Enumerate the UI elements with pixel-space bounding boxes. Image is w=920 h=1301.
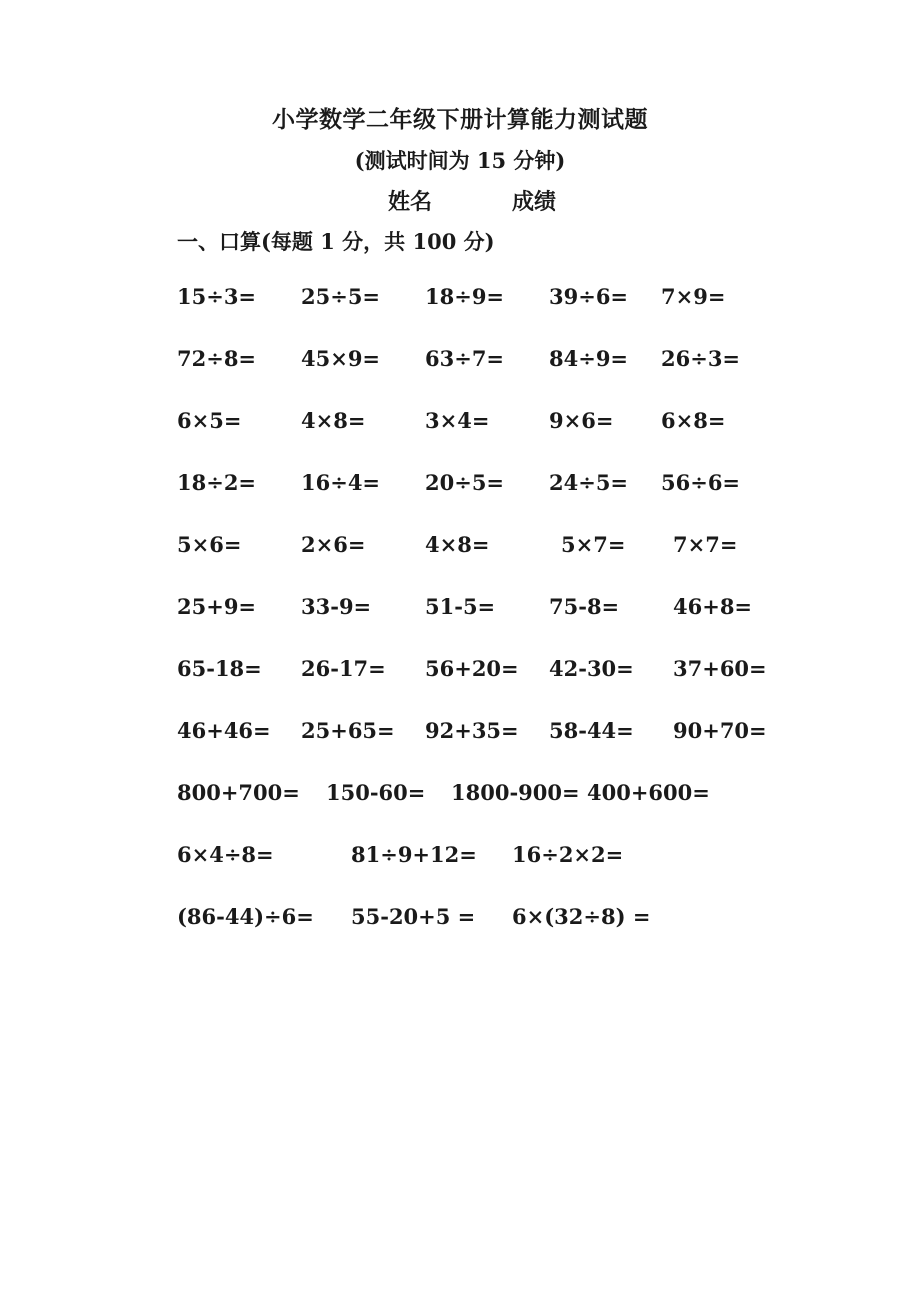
problem-item: 90+70= (673, 718, 767, 743)
problem-item: 75-8= (549, 594, 620, 619)
problem-item: 800+700= (177, 780, 300, 805)
problem-item: 51-5= (425, 594, 496, 619)
problem-item: 5×7= (561, 532, 626, 557)
page-title: 小学数学二年级下册计算能力测试题 (272, 106, 648, 133)
problem-item: 16÷2×2= (512, 842, 624, 867)
problem-item: 4×8= (425, 532, 490, 557)
problem-item: 56+20= (425, 656, 519, 681)
problem-item: 7×7= (673, 532, 738, 557)
problem-item: 81÷9+12= (351, 842, 477, 867)
problem-item: 24÷5= (549, 470, 629, 495)
problem-item: 37+60= (673, 656, 767, 681)
problem-item: 9×6= (549, 408, 614, 433)
problem-item: 46+46= (177, 718, 271, 743)
problem-item: 39÷6= (549, 284, 629, 309)
problem-item: 7×9= (661, 284, 726, 309)
score-label: 成绩 (512, 189, 557, 215)
problem-item: 150-60= (326, 780, 426, 805)
problem-item: 63÷7= (425, 346, 505, 371)
section-title: 一、口算(每题 1 分，共 100 分) (177, 229, 495, 254)
problem-item: 25+65= (301, 718, 395, 743)
problem-item: 2×6= (301, 532, 366, 557)
problem-item: 400+600= (587, 780, 710, 805)
problem-item: 25+9= (177, 594, 257, 619)
problem-item: 6×(32÷8) = (512, 904, 651, 929)
problem-item: 4×8= (301, 408, 366, 433)
page-subtitle: (测试时间为 15 分钟) (354, 148, 566, 173)
problem-item: (86-44)÷6= (177, 904, 314, 929)
problem-item: 55-20+5 = (351, 904, 476, 929)
problem-item: 92+35= (425, 718, 519, 743)
problem-item: 45×9= (301, 346, 381, 371)
problem-item: 26-17= (301, 656, 386, 681)
problem-item: 72÷8= (177, 346, 257, 371)
problem-item: 25÷5= (301, 284, 381, 309)
problem-item: 18÷9= (425, 284, 505, 309)
problem-item: 6×5= (177, 408, 242, 433)
problem-item: 56÷6= (661, 470, 741, 495)
problem-item: 6×4÷8= (177, 842, 274, 867)
problem-item: 6×8= (661, 408, 726, 433)
problem-item: 5×6= (177, 532, 242, 557)
name-label: 姓名 (388, 189, 433, 215)
problem-item: 65-18= (177, 656, 262, 681)
problem-item: 58-44= (549, 718, 634, 743)
problem-item: 33-9= (301, 594, 372, 619)
problem-item: 26÷3= (661, 346, 741, 371)
problem-item: 16÷4= (301, 470, 381, 495)
problem-item: 42-30= (549, 656, 634, 681)
problem-item: 20÷5= (425, 470, 505, 495)
problem-item: 84÷9= (549, 346, 629, 371)
problem-item: 3×4= (425, 408, 490, 433)
problem-item: 18÷2= (177, 470, 257, 495)
problem-item: 15÷3= (177, 284, 257, 309)
problem-item: 46+8= (673, 594, 753, 619)
problem-item: 1800-900= (451, 780, 580, 805)
